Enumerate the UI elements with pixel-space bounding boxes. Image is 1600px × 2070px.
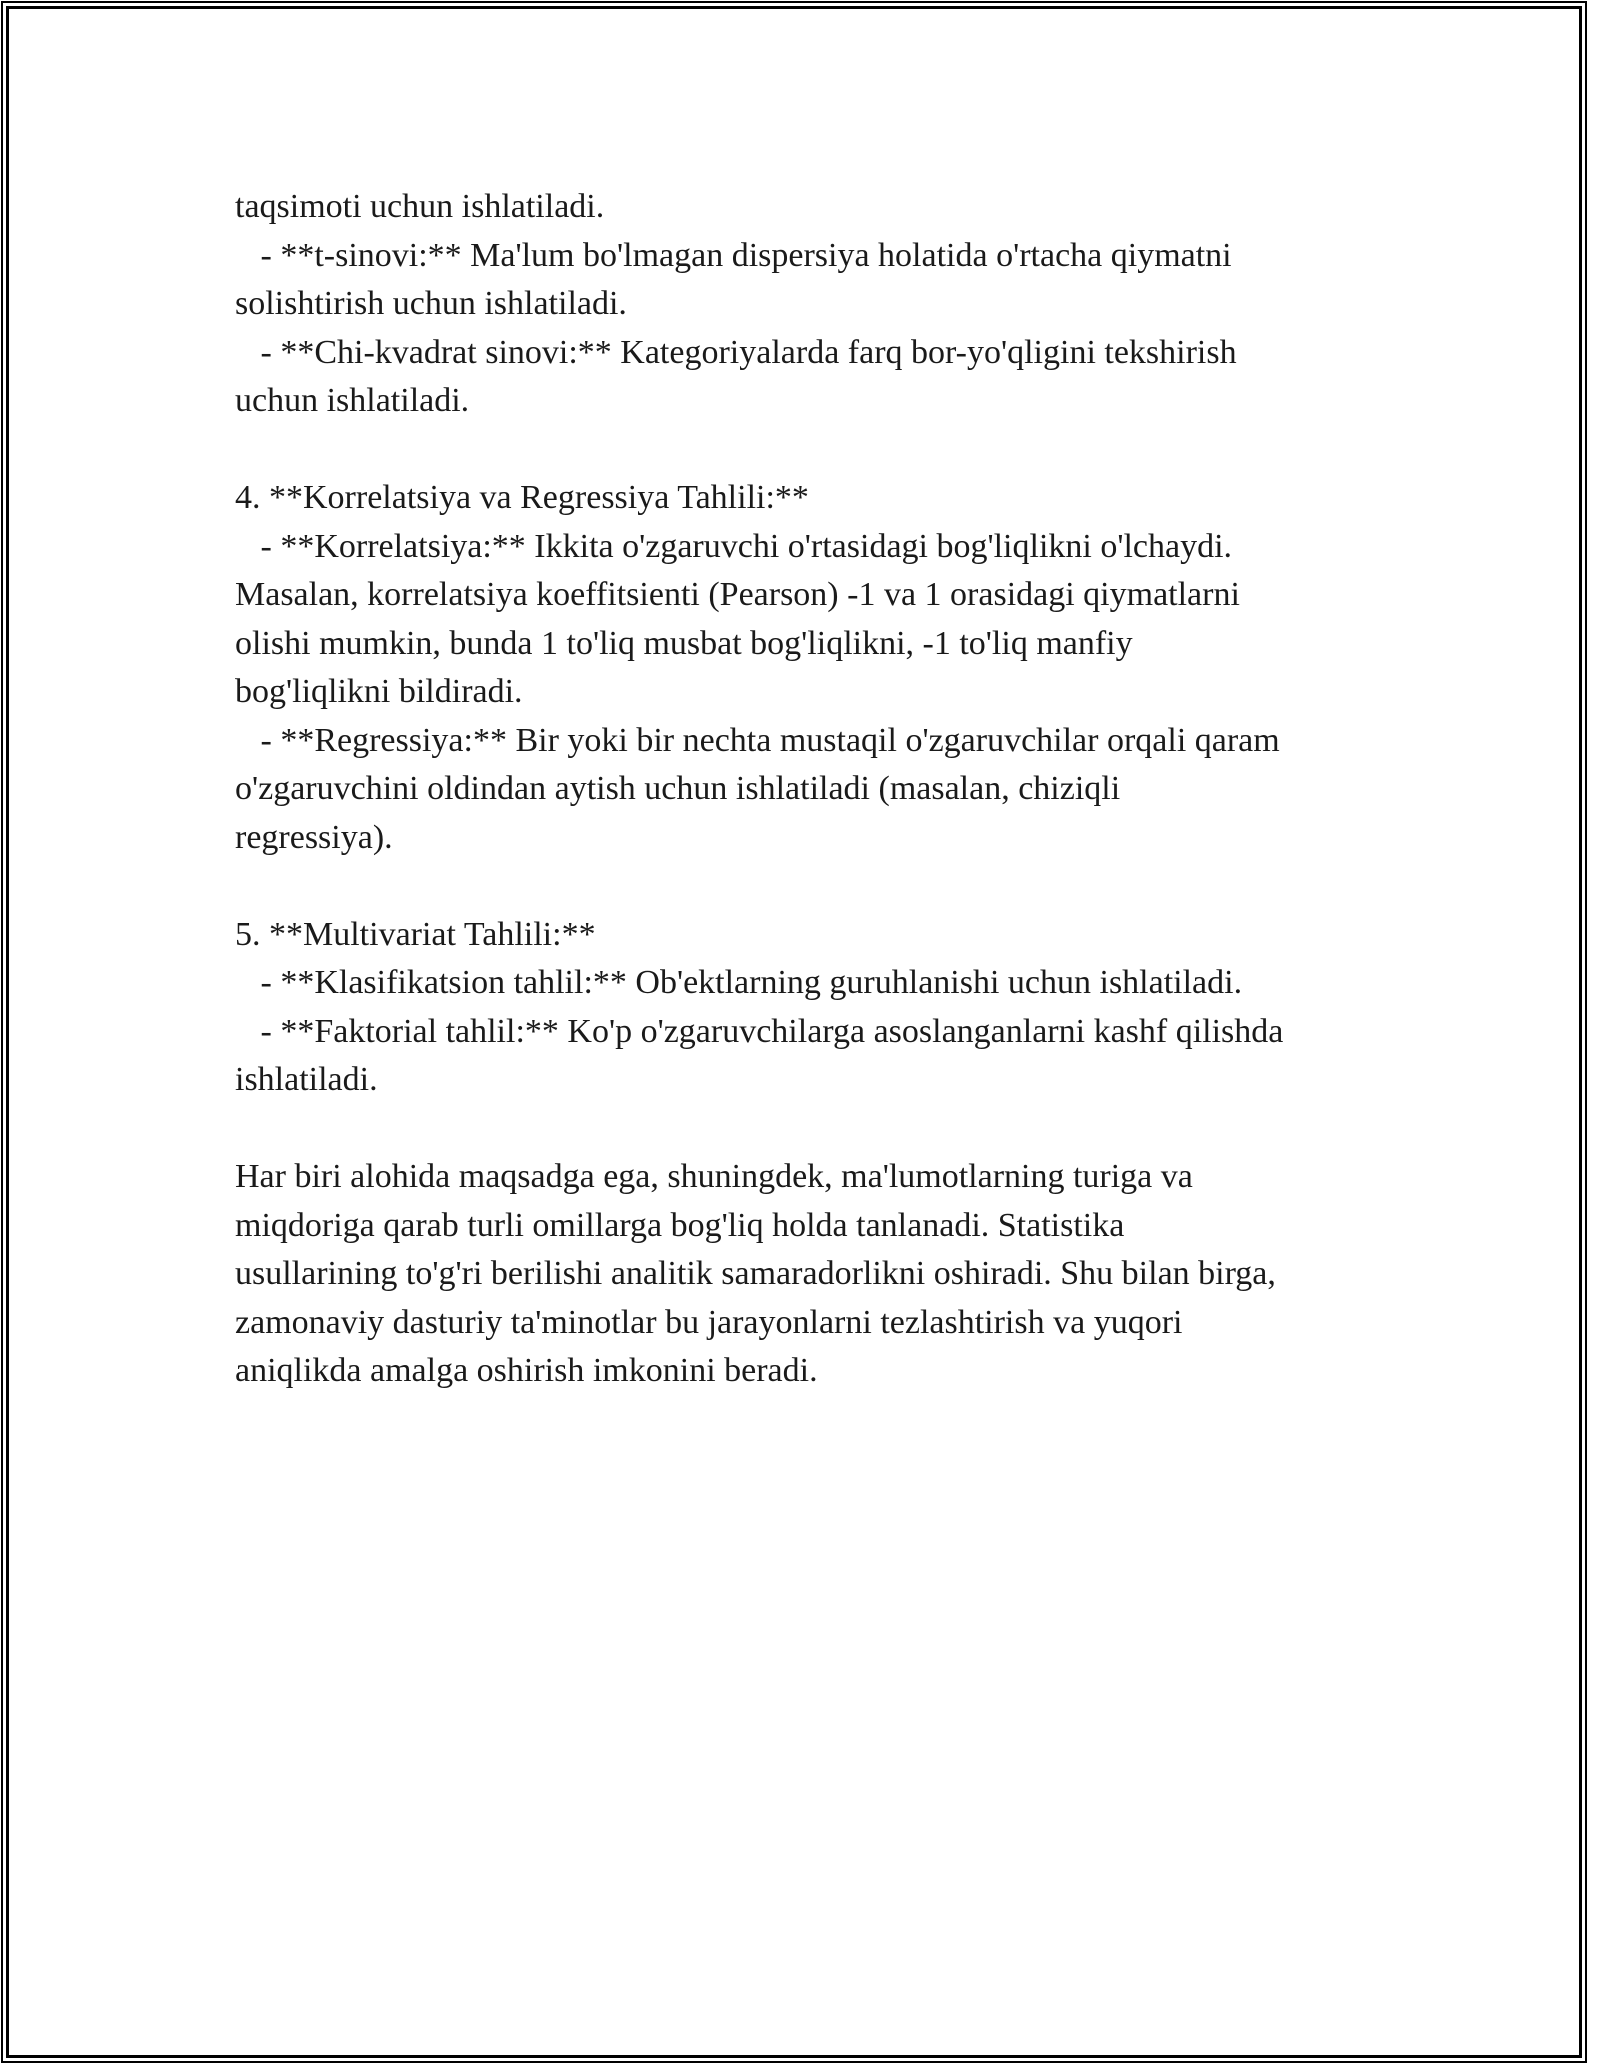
- text-line: - **Faktorial tahlil:** Ko'p o'zgaruvchilarga asoslanganlarni kashf qilishda: [235, 1012, 1284, 1050]
- text-line: ishlatiladi.: [235, 1061, 378, 1098]
- text-line: - **Korrelatsiya:** Ikkita o'zgaruvchi o'rtasidagi bog'liqlikni o'lchaydi.: [235, 527, 1233, 565]
- text-line: - **Regressiya:** Bir yoki bir nechta mustaqil o'zgaruvchilar orqali qaram: [235, 721, 1280, 759]
- blank-line: [235, 862, 1405, 911]
- blank-line: [235, 426, 1405, 475]
- text-line: solishtirish uchun ishlatiladi.: [235, 285, 627, 322]
- text-line: Har biri alohida maqsadga ega, shuningdek, ma'lumotlarning turiga va: [235, 1158, 1193, 1195]
- text-line: usullarining to'g'ri berilishi analitik samaradorlikni oshiradi. Shu bilan birga,: [235, 1255, 1276, 1292]
- text-line: uchun ishlatiladi.: [235, 382, 470, 419]
- text-line: - **Klasifikatsion tahlil:** Ob'ektlarning guruhlanishi uchun ishlatiladi.: [235, 964, 1243, 1001]
- blank-line: [235, 1105, 1405, 1154]
- text-line: miqdoriga qarab turli omillarga bog'liq holda tanlanadi. Statistika: [235, 1206, 1125, 1244]
- text-line: olishi mumkin, bunda 1 to'liq musbat bog'liqlikni, -1 to'liq manfiy: [235, 624, 1133, 662]
- section-heading: 4. **Korrelatsiya va Regressiya Tahlili:**: [235, 479, 809, 516]
- text-line: aniqlikda amalga oshirish imkonini beradi.: [235, 1352, 818, 1389]
- document-body: [235, 183, 1405, 1396]
- text-line: zamonaviy dasturiy ta'minotlar bu jarayonlarni tezlashtirish va yuqori: [235, 1303, 1183, 1341]
- section-heading: 5. **Multivariat Tahlili:**: [235, 915, 596, 953]
- text-line: o'zgaruvchini oldindan aytish uchun ishlatiladi (masalan, chiziqli: [235, 770, 1121, 807]
- text-line: regressiya).: [235, 818, 393, 856]
- text-line: bog'liqlikni bildiradi.: [235, 673, 523, 710]
- text-line: Masalan, korrelatsiya koeffitsienti (Pearson) -1 va 1 orasidagi qiymatlarni: [235, 576, 1240, 613]
- text-line: - **t-sinovi:** Ma'lum bo'lmagan dispersiya holatida o'rtacha qiymatni: [235, 236, 1232, 274]
- text-line: taqsimoti uchun ishlatiladi.: [235, 188, 605, 225]
- text-line: - **Chi-kvadrat sinovi:** Kategoriyalarda farq bor-yo'qligini tekshirish: [235, 333, 1237, 371]
